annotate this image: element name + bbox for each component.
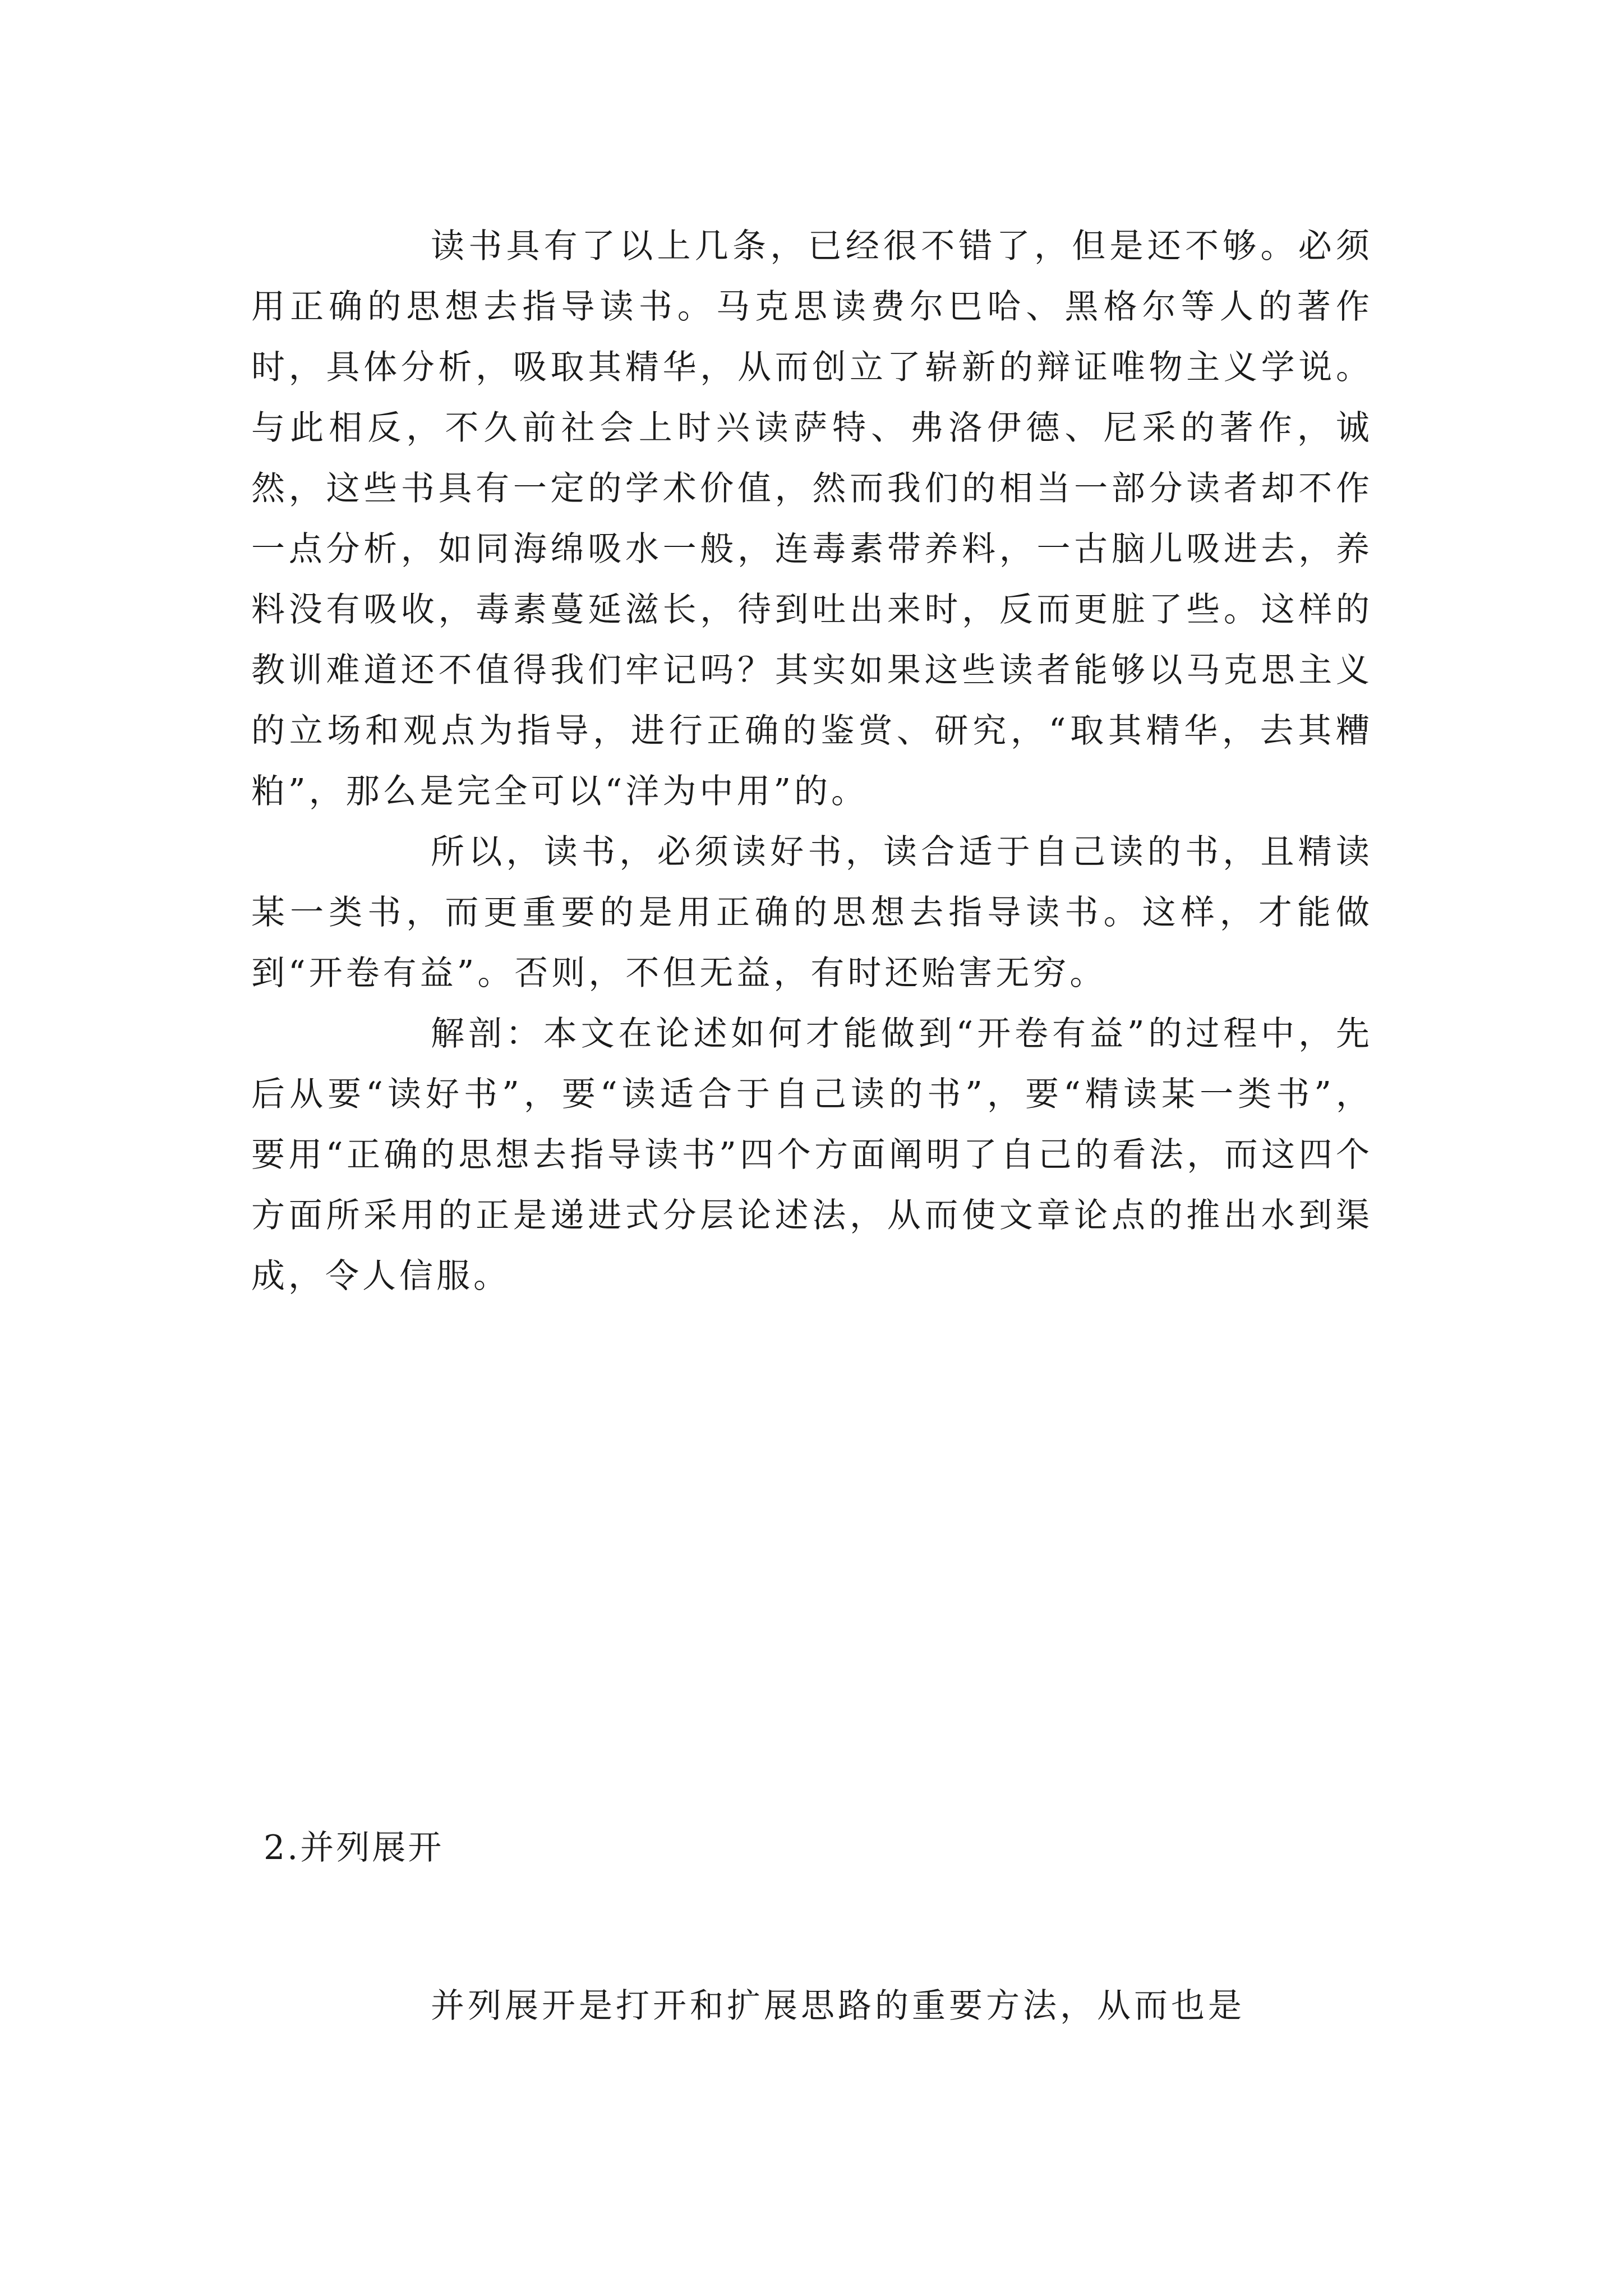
paragraph-conclusion: 所以，读书，必须读好书，读合适于自己读的书，且精读某一类书，而更重要的是用正确的思想去指导读书。这样，才能做到“开卷有益”。否则，不但无益，有时还贻害无穷。: [251, 832, 1373, 993]
paragraph-analysis: 解剖：本文在论述如何才能做到“开卷有益”的过程中，先后从要“读好书”，要“读适合于自己读的书”，要“精读某一类书”，要用“正确的思想去指导读书”四个方面阐明了自己的看法，而这四个方面所采用的正是递进式分层论述法，从而使文章论点的推出水到渠成，令人信服。: [251, 1014, 1373, 1296]
document-body: [251, 216, 1373, 1306]
section-heading: 2.并列展开: [264, 1828, 444, 1867]
paragraph-parallel-expansion: 并列展开是打开和扩展思路的重要方法，从而也是: [431, 1986, 1245, 2026]
paragraph-reading-guidance: 读书具有了以上几条，已经很不错了，但是还不够。必须用正确的思想去指导读书。马克思读费尔巴哈、黑格尔等人的著作时，具体分析，吸取其精华，从而创立了崭新的辩证唯物主义学说。与此相反，不久前社会上时兴读萨特、弗洛伊德、尼采的著作，诚然，这些书具有一定的学术价值，然而我们的相当一部分读者却不作一点分析，如同海绵吸水一般，连毒素带养料，一古脑儿吸进去，养料没有吸收，毒素蔓延滋长，待到吐出来时，反而更脏了些。这样的教训难道还不值得我们牢记吗？其实如果这些读者能够以马克思主义的立场和观点为指导，进行正确的鉴赏、研究，“取其精华，去其糟粕”，那么是完全可以“洋为中用”的。: [251, 227, 1373, 811]
